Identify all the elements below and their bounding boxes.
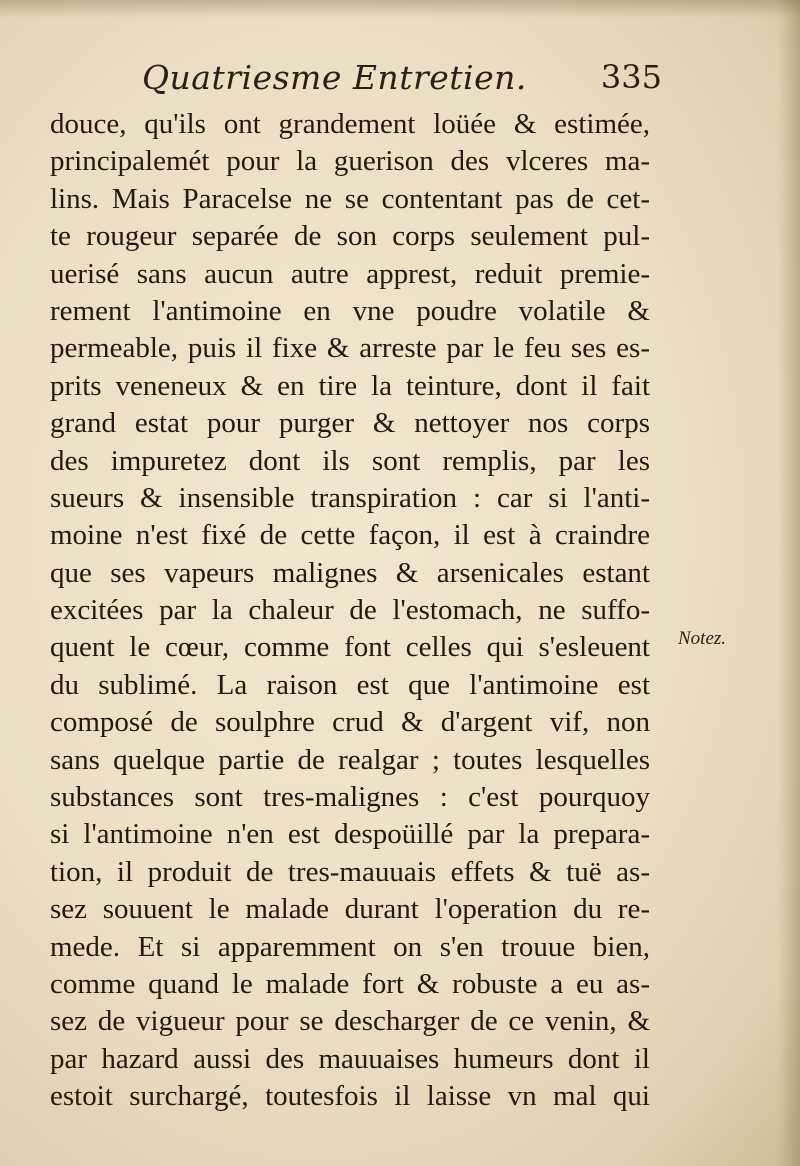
page-top-shadow [0,0,800,18]
text-line: que ses vapeurs malignes & arsenicales estant [50,556,650,589]
text-line: principalemét pour la guerison des vlceres ma- [50,145,650,178]
text-line: sez souuent le malade durant l'operation du re- [50,893,650,926]
text-line: estoit surchargé, toutesfois il laisse vn mal qui [50,1080,650,1113]
text-line: permeable, puis il fixe & arreste par le feu ses es- [50,332,650,365]
text-line: du sublimé. La raison est que l'antimoine est [50,668,650,701]
margin-note: Notez. [678,628,727,649]
text-line: sueurs & insensible transpiration : car si l'anti- [50,481,650,514]
text-line: excitées par la chaleur de l'estomach, ne suffo- [50,594,650,627]
text-line: grand estat pour purger & nettoyer nos corps [50,407,650,440]
text-line: douce, qu'ils ont grandement loüée & estimée, [50,108,650,140]
text-line: des impuretez dont ils sont remplis, par les [50,444,650,477]
text-line: mede. Et si apparemment on s'en trouue bien, [50,930,650,963]
page-gutter-shadow [778,0,800,1166]
text-line: sez de vigueur pour se descharger de ce venin, & [50,1005,650,1038]
text-line: te rougeur separée de son corps seulement pul- [50,220,650,253]
text-line: comme quand le malade fort & robuste a eu as- [50,967,650,1000]
text-line: rement l'antimoine en vne poudre volatile & [50,294,650,327]
text-line: uerisé sans aucun autre apprest, reduit premie- [50,257,650,290]
text-line: sans quelque partie de realgar ; toutes lesquelles [50,743,650,776]
text-line: si l'antimoine n'en est despoüillé par la prepara- [50,818,650,851]
text-line: prits veneneux & en tire la teinture, dont il fait [50,369,650,402]
text-line: composé de soulphre crud & d'argent vif, non [50,706,650,739]
text-line: tion, il produit de tres-mauuais effets & tuë as- [50,855,650,888]
running-header [142,58,662,102]
text-line: quent le cœur, comme font celles qui s'esleuent [50,631,650,664]
running-title: Quatriesme Entretien. [142,58,527,97]
page-number: 335 [600,58,662,96]
text-line: moine n'est fixé de cette façon, il est à craindre [50,519,650,552]
text-line: substances sont tres-malignes : c'est pourquoy [50,781,650,814]
text-line: lins. Mais Paracelse ne se contentant pas de cet- [50,182,650,215]
body-text [50,106,650,1113]
text-line: par hazard aussi des mauuaises humeurs dont il [50,1042,650,1075]
